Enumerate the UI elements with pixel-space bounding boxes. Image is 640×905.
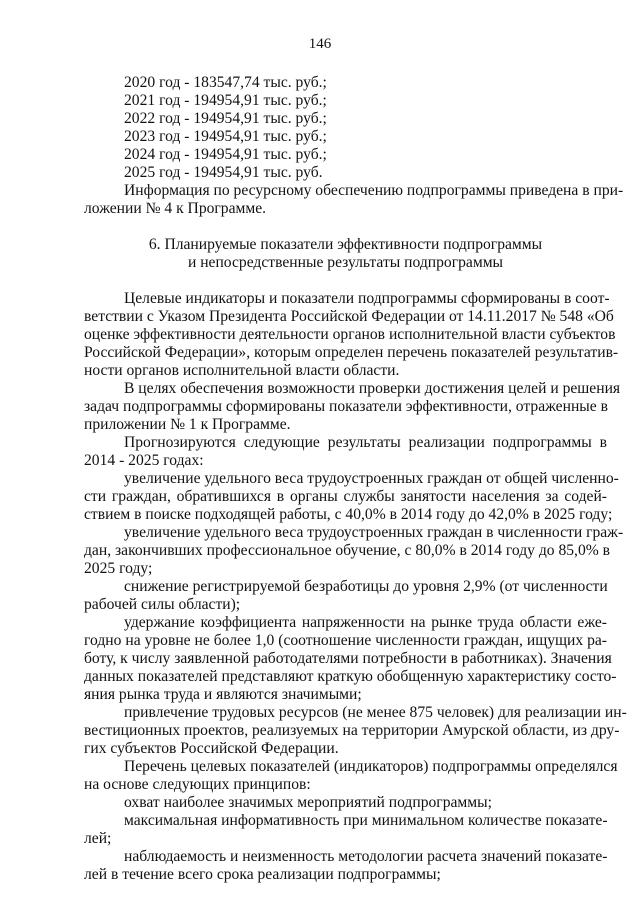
body-line: ветствии с Указом Президента Российской Федерации от 14.11.2017 № 548 «Об — [84, 308, 614, 325]
body-line: увеличение удельного веса трудоустроенных граждан в численности граж- — [124, 524, 624, 541]
page-number: 146 — [308, 36, 332, 52]
funding-line: 2021 год - 194954,91 тыс. руб.; — [124, 92, 327, 109]
body-line: лей в течение всего срока реализации подпрограммы; — [84, 866, 441, 883]
funding-line: 2020 год - 183547,74 тыс. руб.; — [124, 74, 327, 91]
body-line: на основе следующих принципов: — [84, 776, 311, 793]
body-line: Российской Федерации», которым определен перечень показателей результатив- — [84, 344, 619, 361]
body-line: Перечень целевых показателей (индикаторов) подпрограммы определялся — [124, 758, 618, 775]
body-line: дан, закончивших профессиональное обучение, с 80,0% в 2014 году до 85,0% в — [84, 542, 610, 559]
body-line: снижение регистрируемой безработицы до уровня 2,9% (от численности — [124, 578, 608, 595]
body-line: ности органов исполнительной власти области. — [84, 362, 400, 379]
body-line: Прогнозируются следующие результаты реализации подпрограммы в — [124, 434, 607, 451]
body-line: вестиционных проектов, реализуемых на территории Амурской области, из дру- — [84, 722, 620, 739]
body-line: сти граждан, обратившихся в органы службы занятости населения за содей- — [84, 488, 607, 505]
section-title: и непосредственные результаты подпрограммы — [187, 254, 504, 271]
info-line: Информация по ресурсному обеспечению подпрограммы приведена в при- — [124, 182, 624, 199]
funding-line: 2025 год - 194954,91 тыс. руб. — [124, 164, 323, 181]
body-line: максимальная информативность при минимальном количестве показате- — [124, 812, 608, 829]
body-line: 2014 - 2025 годах: — [84, 452, 204, 469]
funding-line: 2024 год - 194954,91 тыс. руб.; — [124, 146, 327, 163]
body-line: увеличение удельного веса трудоустроенных граждан от общей численно- — [124, 470, 619, 487]
body-line: наблюдаемость и неизменность методологии расчета значений показате- — [124, 848, 608, 865]
body-line: 2025 году; — [84, 560, 153, 577]
body-line: боту, к числу заявленной работодателями потребности в работниках). Значения — [84, 650, 612, 667]
info-line: ложении № 4 к Программе. — [84, 200, 267, 217]
funding-line: 2023 год - 194954,91 тыс. руб.; — [124, 128, 327, 145]
body-line: удержание коэффициента напряженности на рынке труда области еже- — [124, 614, 607, 631]
body-line: привлечение трудовых ресурсов (не менее 875 человек) для реализации ин- — [124, 704, 627, 721]
body-line: рабочей силы области); — [84, 596, 241, 613]
body-line: задач подпрограммы сформированы показатели эффективности, отраженные в — [84, 398, 608, 415]
body-line: оценке эффективности деятельности органов исполнительной власти субъектов — [84, 326, 616, 343]
body-line: Целевые индикаторы и показатели подпрограммы сформированы в соот- — [124, 290, 610, 307]
body-line: В целях обеспечения возможности проверки достижения целей и решения — [124, 380, 621, 397]
funding-line: 2022 год - 194954,91 тыс. руб.; — [124, 110, 327, 127]
body-line: гих субъектов Российской Федерации. — [84, 740, 339, 757]
section-title: 6. Планируемые показатели эффективности подпрограммы — [148, 236, 543, 253]
body-line: приложении № 1 к Программе. — [84, 416, 291, 433]
body-line: яния рынка труда и являются значимыми; — [84, 686, 362, 703]
body-line: лей; — [84, 830, 112, 847]
body-line: охват наиболее значимых мероприятий подпрограммы; — [124, 794, 492, 811]
body-line: ствием в поиске подходящей работы, с 40,0% в 2014 году до 42,0% в 2025 году; — [84, 506, 613, 523]
body-line: данных показателей представляют краткую обобщенную характеристику состо- — [84, 668, 617, 685]
body-line: годно на уровне не более 1,0 (соотношение численности граждан, ищущих ра- — [84, 632, 607, 649]
